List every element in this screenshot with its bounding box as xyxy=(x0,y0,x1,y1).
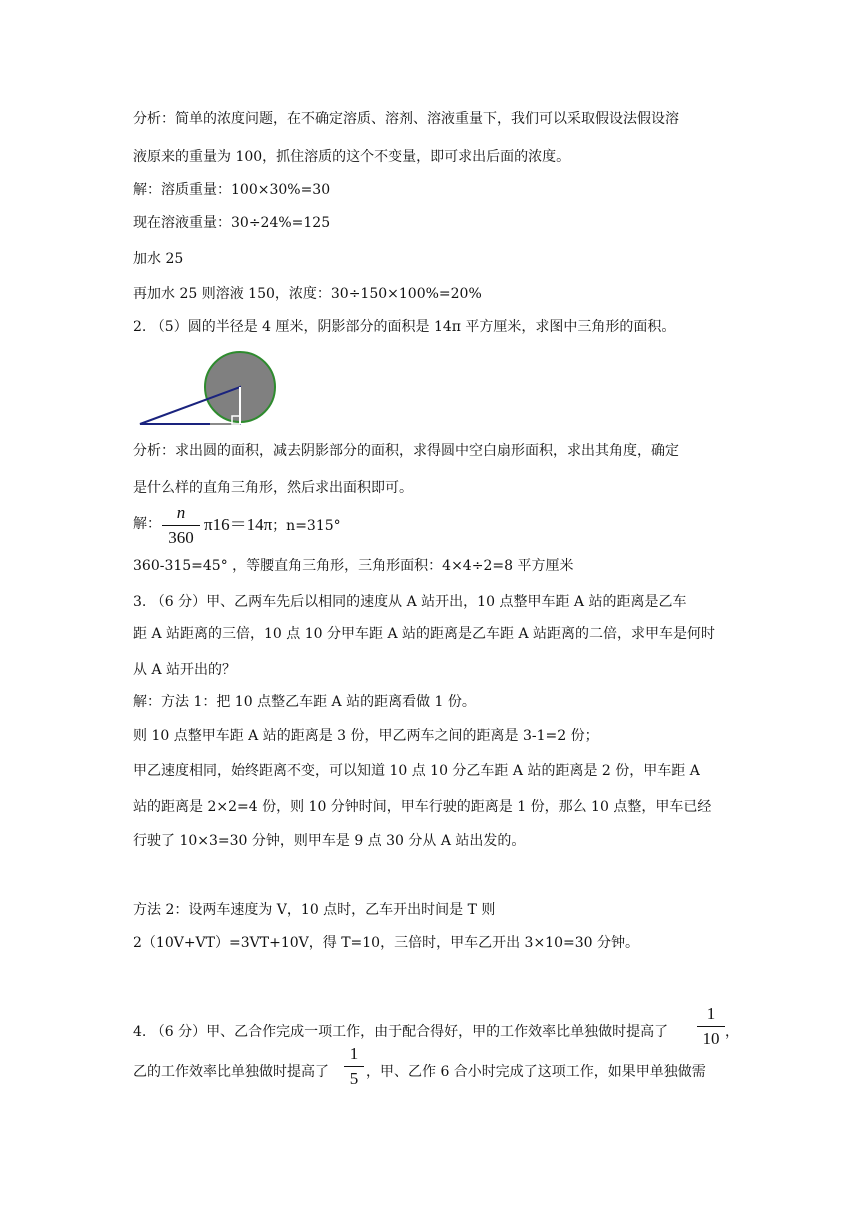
text-line-8: 分析：求出圆的面积，减去阴影部分的面积，求得圆中空白扇形面积，求出其角度，确定 xyxy=(133,443,679,459)
fraction-denominator: 10 xyxy=(702,1029,720,1048)
fraction-numerator: 1 xyxy=(349,1044,359,1063)
problem-4-heading-tail: ， xyxy=(725,1024,739,1040)
text-line-23 xyxy=(133,1062,329,1082)
text-line-6: 再加水 25 则溶液 150，浓度：30÷150×100%=20% xyxy=(133,286,482,302)
text-line-17: 甲乙速度相同，始终距离不变，可以知道 10 点 10 分乙车距 A 站的距离是 2 份，甲车距 A xyxy=(133,763,700,779)
text-line-18: 站的距离是 2×2=4 份，则 10 分钟时间，甲车行驶的距离是 1 份，那么 10 点整，甲车已经 xyxy=(133,799,712,815)
fraction-1-over-10 xyxy=(697,1004,725,1049)
text-line-4: 现在溶液重量：30÷24%=125 xyxy=(133,215,331,231)
text-line-5: 加水 25 xyxy=(133,251,184,267)
circle-triangle-figure xyxy=(130,350,290,430)
problem-2-heading: 2. （5）圆的半径是 4 厘米，阴影部分的面积是 14π 平方厘米，求图中三角形的面积。 xyxy=(133,319,676,335)
text-line-2: 液原来的重量为 100，抓住溶质的这个不变量，即可求出后面的浓度。 xyxy=(133,149,571,165)
text-line-20: 方法 2：设两车速度为 V，10 点时，乙车开出时间是 T 则 xyxy=(133,902,496,918)
text-line-9: 是什么样的直角三角形，然后求出面积即可。 xyxy=(133,480,413,496)
text-line-19: 行驶了 10×3=30 分钟，则甲车是 9 点 30 分从 A 站出发的。 xyxy=(133,833,526,849)
fraction-denominator: 360 xyxy=(168,528,194,547)
text-line-3: 解：溶质重量：100×30%=30 xyxy=(133,182,331,198)
text-line-15: 解：方法 1：把 10 点整乙车距 A 站的距离看做 1 份。 xyxy=(133,694,476,710)
fraction-1-over-5 xyxy=(344,1044,364,1089)
solution-expression xyxy=(204,515,341,536)
text-line-13: 距 A 站距离的三倍，10 点 10 分甲车距 A 站的距离是乙车距 A 站距离的二倍，求甲车是何时 xyxy=(133,626,716,642)
problem-4-text: 4. （6 分）甲、乙合作完成一项工作，由于配合得好，甲的工作效率比单独做时提高了 xyxy=(133,1024,669,1040)
text-line-23-head: 乙的工作效率比单独做时提高了 xyxy=(133,1064,329,1080)
solution-prefix: 解： xyxy=(133,516,161,532)
text-line-14: 从 A 站开出的？ xyxy=(133,662,237,678)
formula-expression: π16＝14π xyxy=(204,515,273,534)
formula-suffix: ；n=315° xyxy=(272,518,341,534)
text-line-21: 2（10V+VT）=3VT+10V，得 T=10，三倍时，甲车乙开出 3×10=30 分钟。 xyxy=(133,935,639,951)
text-line-23-tail: ，甲、乙作 6 合小时完成了这项工作，如果甲单独做需 xyxy=(366,1064,706,1080)
text-line-11: 360-315=45° ，等腰直角三角形，三角形面积：4×4÷2=8 平方厘米 xyxy=(133,558,574,574)
fraction-n-over-360 xyxy=(162,503,200,548)
solution-formula-line xyxy=(133,514,161,534)
text-line-16: 则 10 点整甲车距 A 站的距离是 3 份，甲乙两车之间的距离是 3-1=2 份； xyxy=(133,728,599,744)
problem-3-heading: 3. （6 分）甲、乙两车先后以相同的速度从 A 站开出，10 点整甲车距 A 站的距离是乙车 xyxy=(133,594,687,610)
fraction-numerator: 1 xyxy=(706,1004,716,1023)
problem-4-heading xyxy=(133,1022,668,1042)
fraction-denominator: 5 xyxy=(349,1069,359,1088)
fraction-numerator: n xyxy=(176,503,186,522)
text-line-1: 分析：简单的浓度问题，在不确定溶质、溶剂、溶液重量下，我们可以采取假设法假设溶 xyxy=(133,111,679,127)
